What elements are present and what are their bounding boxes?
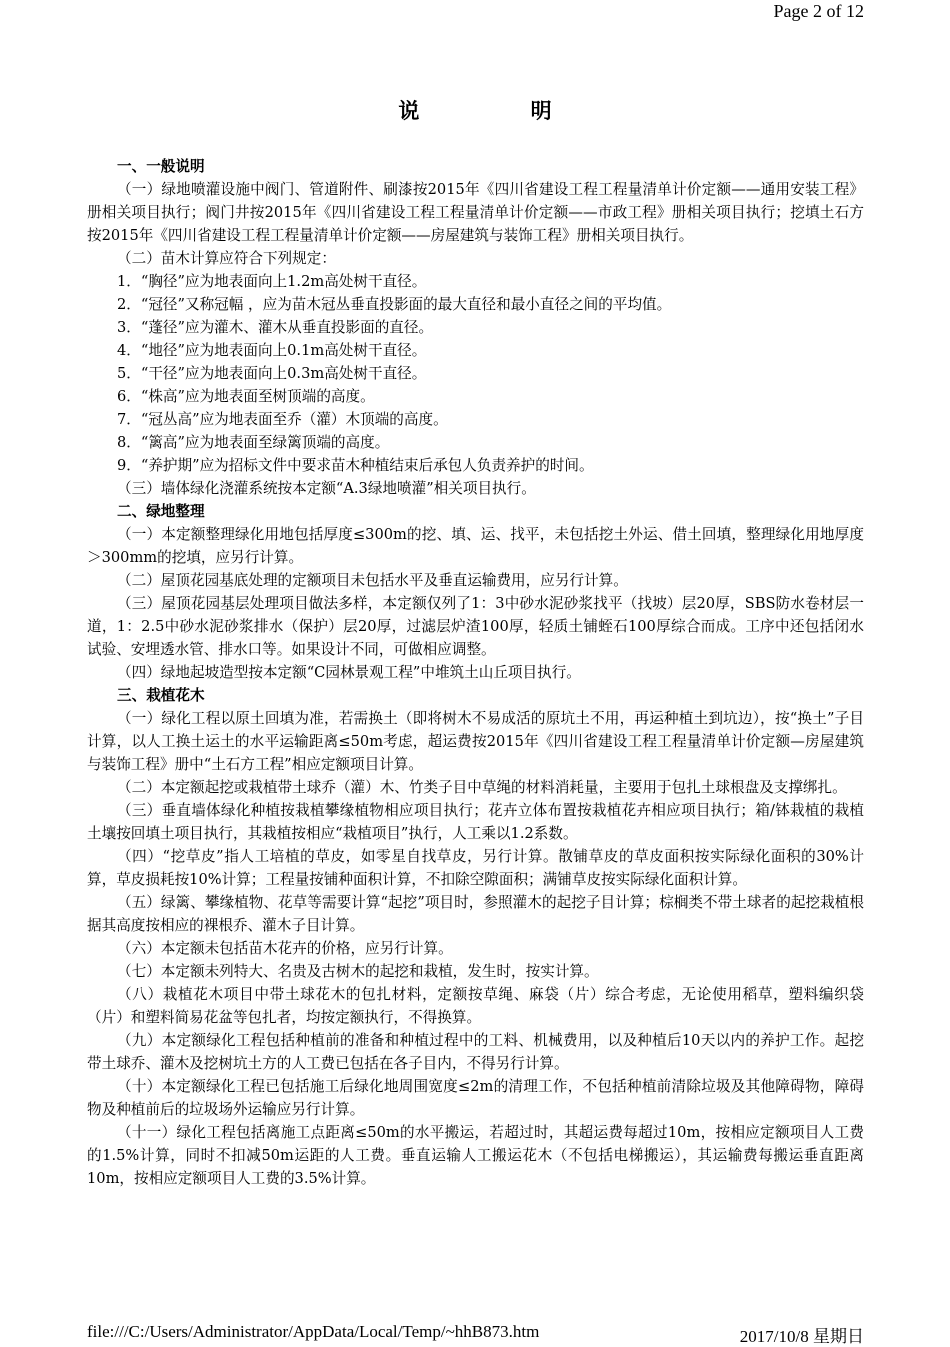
paragraph: （三）屋顶花园基层处理项目做法多样，本定额仅列了1：3中砂水泥砂浆找平（找坡）层20厚，SBS防水卷材层一道，1：2.5中砂水泥砂浆排水（保护）层20厚，过滤层炉渣100厚，轻质土铺蛭石100厚综合而成。工序中还包括闭水试验、安埋透水管、排水口等。如果设计不同，可做相应调整。 [87,595,864,658]
paragraph: （二）苗木计算应符合下列规定： [117,250,336,267]
paragraph: （一）绿地喷灌设施中阀门、管道附件、刷漆按2015年《四川省建设工程工程量清单计价定额——通用安装工程》册相关项目执行；阀门井按2015年《四川省建设工程工程量清单计价定额——市政工程》册相关项目执行；挖填土石方按2015年《四川省建设工程工程量清单计价定额——房屋建筑与装饰工程》册相关项目执行。 [87,181,864,244]
paragraph: （七）本定额未列特大、名贵及古树木的起挖和栽植，发生时，按实计算。 [117,963,599,980]
section-heading: 三、栽植花木 [117,687,205,704]
paragraph: （十一）绿化工程包括离施工点距离≤50m的水平搬运，若超过时，其超运费每超过10m，按相应定额项目人工费的1.5%计算，同时不扣减50m运距的人工费。垂直运输人工搬运花木（不包括电梯搬运），其运输费每搬运垂直距离10m，按相应定额项目人工费的3.5%计算。 [87,1124,864,1187]
list-item: 4．“地径”应为地表面向上0.1m高处树干直径。 [117,342,427,359]
paragraph: （八）栽植花木项目中带土球花木的包扎材料，定额按草绳、麻袋（片）综合考虑，无论使用稻草，塑料编织袋（片）和塑料简易花盆等包扎者，均按定额执行，不得换算。 [87,986,864,1026]
list-item: 2．“冠径”又称冠幅 ，应为苗木冠丛垂直投影面的最大直径和最小直径之间的平均值。 [117,296,672,313]
paragraph: （二）屋顶花园基底处理的定额项目未包括水平及垂直运输费用，应另行计算。 [117,572,628,589]
page-number: Page 2 of 12 [773,1,864,21]
paragraph: （九）本定额绿化工程包括种植前的准备和种植过程中的工料、机械费用，以及种植后10天以内的养护工作。起挖带土球乔、灌木及挖树坑土方的人工费已包括在各子目内，不得另行计算。 [87,1032,864,1072]
list-item: 1．“胸径”应为地表面向上1.2m高处树干直径。 [117,273,427,290]
paragraph: （二）本定额起挖或栽植带土球乔（灌）木、竹类子目中草绳的材料消耗量，主要用于包扎土球根盘及支撑绑扎。 [117,779,847,796]
footer-file-path: file:///C:/Users/Administrator/AppData/Local/Temp/~hhB873.htm [87,1322,540,1341]
paragraph: （四）“挖草皮”指人工培植的草皮，如零星自找草皮，另行计算。散铺草皮的草皮面积按实际绿化面积的30%计算，草皮损耗按10%计算；工程量按铺种面积计算，不扣除空隙面积；满铺草皮按实际绿化面积计算。 [87,848,864,888]
paragraph: （一）绿化工程以原土回填为准，若需换土（即将树木不易成活的原坑土不用，再运种植土到坑边），按“换土”子目计算，以人工换土运土的水平运输距离≤50m考虑，超运费按2015年《四川省建设工程工程量清单计价定额—房屋建筑与装饰工程》册中“土石方工程”相应定额项目计算。 [87,710,864,773]
list-item: 9．“养护期”应为招标文件中要求苗木种植结束后承包人负责养护的时间。 [117,457,594,474]
paragraph: （五）绿篱、攀缘植物、花草等需要计算“起挖”项目时，参照灌木的起挖子目计算；棕榈类不带土球者的起挖栽植根据其高度按相应的裸根乔、灌木子目计算。 [87,894,864,934]
list-item: 7．“冠丛高”应为地表面至乔（灌）木顶端的高度。 [117,411,448,428]
paragraph: （三）垂直墙体绿化种植按栽植攀缘植物相应项目执行；花卉立体布置按栽植花卉相应项目执行；箱/钵栽植的栽植土壤按回填土项目执行，其栽植按相应“栽植项目”执行，人工乘以1.2系数。 [87,802,864,842]
section-heading: 二、绿地整理 [117,503,205,520]
list-item: 6．“株高”应为地表面至树顶端的高度。 [117,388,375,405]
list-item: 3．“蓬径”应为灌木、灌木从垂直投影面的直径。 [117,319,434,336]
paragraph: （六）本定额未包括苗木花卉的价格，应另行计算。 [117,940,453,957]
list-item: 8．“篱高”应为地表面至绿篱顶端的高度。 [117,434,390,451]
footer-date: 2017/10/8 星期日 [739,1327,864,1346]
paragraph: （三）墙体绿化浇灌系统按本定额“A.3绿地喷灌”相关项目执行。 [117,480,536,497]
page-title: 说 明 [398,98,604,123]
section-heading: 一、一般说明 [117,158,205,175]
paragraph: （一）本定额整理绿化用地包括厚度≤300m的挖、填、运、找平，未包括挖土外运、借土回填，整理绿化用地厚度＞300mm的挖填，应另行计算。 [87,526,864,566]
list-item: 5．“干径”应为地表面向上0.3m高处树干直径。 [117,365,427,382]
paragraph: （四）绿地起坡造型按本定额“C园林景观工程”中堆筑土山丘项目执行。 [117,664,581,681]
paragraph: （十）本定额绿化工程已包括施工后绿化地周围宽度≤2m的清理工作，不包括种植前清除垃圾及其他障碍物，障碍物及种植前后的垃圾场外运输应另行计算。 [87,1078,864,1118]
document-body [87,155,864,1190]
